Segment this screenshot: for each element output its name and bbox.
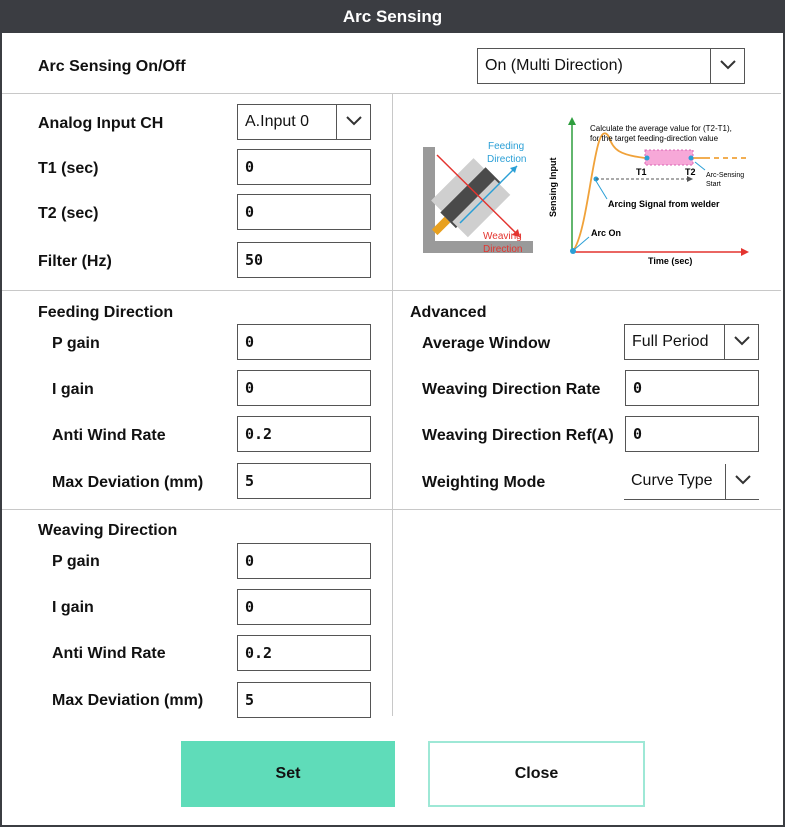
feeding-direction-title: Feeding Direction <box>38 304 174 321</box>
chevron-down-icon <box>724 325 758 359</box>
y-axis-label: Sensing Input <box>548 157 558 217</box>
set-button[interactable]: Set <box>181 741 395 807</box>
feeding-i-gain-input[interactable]: 0 <box>237 370 371 406</box>
analog-input-value: A.Input 0 <box>245 113 310 130</box>
weaving-text-1: Weaving <box>483 231 522 242</box>
weaving-max-deviation-label: Max Deviation (mm) <box>52 692 204 709</box>
feeding-anti-wind-label: Anti Wind Rate <box>52 427 166 444</box>
weaving-direction-ref-label: Weaving Direction Ref(A) <box>422 427 614 444</box>
weaving-direction-rate-label: Weaving Direction Rate <box>422 381 601 398</box>
divider <box>392 291 393 716</box>
weaving-p-gain-input[interactable]: 0 <box>237 543 371 579</box>
t1-label: T1 (sec) <box>38 160 99 177</box>
chevron-down-icon <box>725 464 759 500</box>
average-window-value: Full Period <box>632 333 709 350</box>
feeding-p-gain-label: P gain <box>52 335 100 352</box>
weaving-direction-rate-input[interactable]: 0 <box>625 370 759 406</box>
weaving-anti-wind-input[interactable]: 0.2 <box>237 635 371 671</box>
t1-marker: T1 <box>636 167 647 177</box>
analog-input-select[interactable] <box>237 104 371 140</box>
average-window <box>645 150 693 165</box>
weaving-i-gain-label: I gain <box>52 599 94 616</box>
feeding-i-gain-label: I gain <box>52 381 94 398</box>
weaving-text-2: Direction <box>483 244 523 255</box>
feeding-text-1: Feeding <box>488 141 525 152</box>
feeding-max-deviation-label: Max Deviation (mm) <box>52 474 204 491</box>
t2-label: T2 (sec) <box>38 205 99 222</box>
calc-text-1: Calculate the average value for (T2-T1), <box>590 124 732 133</box>
feeding-p-gain-input[interactable]: 0 <box>237 324 371 360</box>
t2-input[interactable]: 0 <box>237 194 371 230</box>
average-window-label: Average Window <box>422 335 551 352</box>
divider <box>392 94 393 290</box>
arc-sensing-start-2: Start <box>706 181 721 188</box>
calc-text-2: for the target feeding-direction value <box>590 134 719 143</box>
chevron-down-icon <box>710 49 744 83</box>
feeding-text-2: Direction <box>487 154 527 165</box>
weighting-mode-select[interactable] <box>624 464 759 500</box>
feeding-anti-wind-input[interactable]: 0.2 <box>237 416 371 452</box>
chevron-down-icon <box>336 105 370 139</box>
weaving-anti-wind-label: Anti Wind Rate <box>52 645 166 662</box>
analog-input-label: Analog Input CH <box>38 115 164 132</box>
weaving-direction-ref-input[interactable]: 0 <box>625 416 759 452</box>
x-axis-label: Time (sec) <box>648 256 693 266</box>
weaving-max-deviation-input[interactable]: 5 <box>237 682 371 718</box>
filter-input[interactable]: 50 <box>237 242 371 278</box>
divider <box>2 509 781 510</box>
arc-sensing-onoff-label: Arc Sensing On/Off <box>38 58 186 75</box>
average-window-select[interactable] <box>624 324 759 360</box>
arcing-signal-text: Arcing Signal from welder <box>608 199 720 209</box>
close-button[interactable]: Close <box>428 741 645 807</box>
filter-label: Filter (Hz) <box>38 253 112 270</box>
feeding-max-deviation-input[interactable]: 5 <box>237 463 371 499</box>
t1-input[interactable]: 0 <box>237 149 371 185</box>
arc-on-text: Arc On <box>591 228 622 238</box>
advanced-title: Advanced <box>410 304 487 321</box>
weaving-p-gain-label: P gain <box>52 553 100 570</box>
arc-sensing-diagram <box>415 115 755 275</box>
arc-sensing-onoff-select[interactable] <box>477 48 745 84</box>
arc-sensing-onoff-value: On (Multi Direction) <box>485 57 623 74</box>
weighting-mode-label: Weighting Mode <box>422 474 546 491</box>
t2-marker: T2 <box>685 167 696 177</box>
dialog-title: Arc Sensing <box>0 0 785 33</box>
arc-sensing-start-1: Arc-Sensing <box>706 172 745 179</box>
weighting-mode-value: Curve Type <box>631 472 713 489</box>
weaving-i-gain-input[interactable]: 0 <box>237 589 371 625</box>
weaving-direction-title: Weaving Direction <box>38 522 178 539</box>
